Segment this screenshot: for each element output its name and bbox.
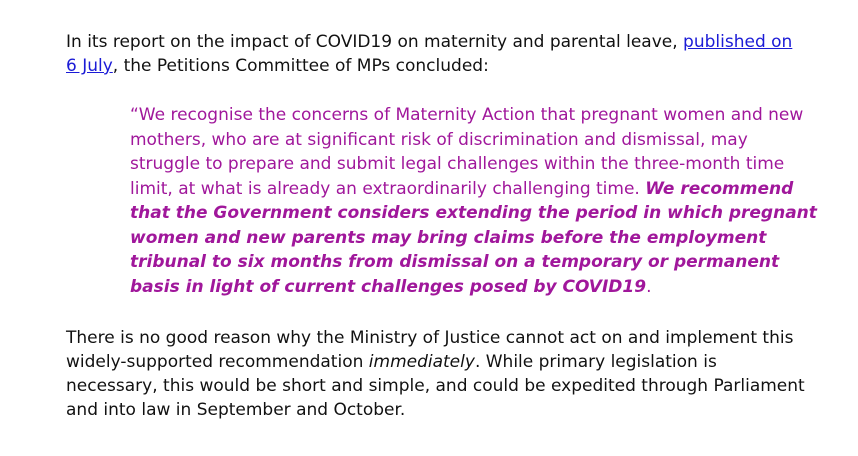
quote-end: . [646, 276, 652, 297]
published-link[interactable]: published on 6 July [66, 32, 793, 76]
quote-plain-text: “We recognise the concerns of Maternity Action that pregnant women and new mothers, who are at significant risk of discrimination and dismissal, may struggle to prepare and submit legal challenges within the three-month time limit, at what is already an extraordinarily challenging time. [130, 105, 804, 199]
conclusion-text-before: There is no good reason why the Ministry of Justice cannot act on and implement this widely-supported recommendation [66, 328, 794, 372]
intro-text-after: , the Petitions Committee of MPs concluded: [112, 56, 489, 76]
committee-quote [130, 103, 820, 299]
conclusion-text-after: . While primary legislation is necessary, this would be short and simple, and could be expedited through Parliament and into law in September and October. [66, 352, 805, 420]
quote-recommendation: We recommend that the Government considers extending the period in which pregnant women and new parents may bring claims before the employment tribunal to six months from dismissal on a temporary or permanent basis in light of current challenges posed by COVID19 [130, 178, 817, 297]
conclusion-emphasis: immediately [368, 352, 475, 372]
intro-paragraph [66, 30, 806, 78]
conclusion-paragraph [66, 326, 806, 422]
intro-text-before: In its report on the impact of COVID19 on maternity and parental leave, [66, 32, 684, 52]
